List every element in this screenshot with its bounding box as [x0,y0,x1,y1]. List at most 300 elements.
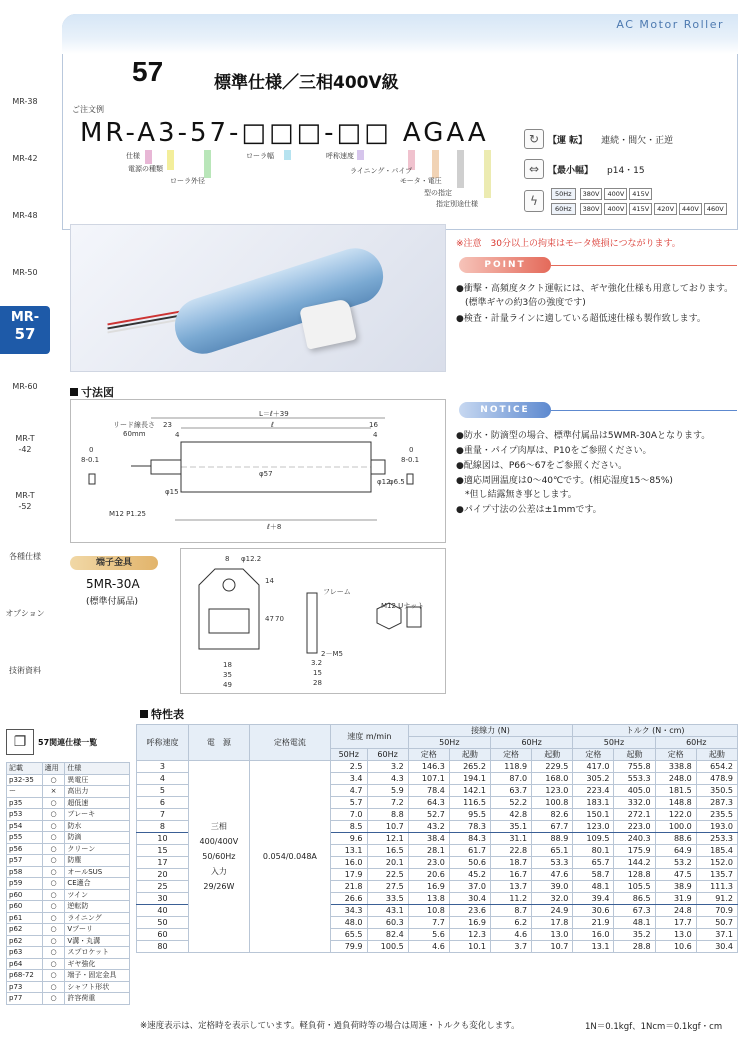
related-page-cell[interactable]: p57 [7,855,43,867]
value-cell: 181.5 [655,785,696,797]
spec-min-width [524,159,645,179]
speed-class-cell: 17 [137,857,189,869]
value-cell: 17.7 [655,917,696,929]
value-cell: 6.2 [490,917,531,929]
value-cell: 13.0 [532,929,573,941]
related-spec-cell: ギヤ強化 [65,958,130,970]
value-cell: 78.3 [449,821,490,833]
heading-square-icon [70,388,78,396]
dimension-drawing [70,399,446,543]
value-cell: 12.3 [449,929,490,941]
dimension-heading [70,384,114,400]
value-cell: 144.2 [614,857,655,869]
speed-class-cell: 3 [137,761,189,773]
voltage-row-50hz [551,188,729,200]
related-spec-cell: 端子・固定金具 [65,970,130,982]
side-tab-specs[interactable]: 各種仕様 [9,552,41,561]
related-row [7,889,130,901]
value-cell: 48.0 [331,917,367,929]
dim-4b-label: 4 [373,431,378,439]
related-page-cell[interactable]: p58 [7,866,43,878]
related-spec-cell: 防滴 [65,832,130,844]
value-cell: 67.3 [614,905,655,917]
side-tab-tech[interactable]: 技術資料 [9,666,41,675]
value-cell: 10.1 [449,941,490,953]
voltage-cell: 460V [704,203,727,215]
value-cell: 26.6 [331,893,367,905]
related-spec-cell: 異電圧 [65,774,130,786]
value-cell: 39.0 [532,881,573,893]
side-tab-mr38[interactable]: MR-38 [12,97,38,106]
value-cell: 95.5 [449,809,490,821]
speed-class-cell: 25 [137,881,189,893]
rel-col-spec: 仕様 [65,763,130,775]
value-cell: 65.5 [331,929,367,941]
value-cell: 13.0 [655,929,696,941]
value-cell: 5.7 [331,797,367,809]
value-cell: 148.8 [655,797,696,809]
related-page-cell[interactable]: p61 [7,912,43,924]
related-body [7,774,130,1004]
dimension-title: 寸法図 [81,386,114,399]
related-page-cell[interactable]: p55 [7,832,43,844]
voltage-cell: 440V [679,203,702,215]
value-cell: 78.4 [408,785,449,797]
marker-power [167,150,174,170]
value-cell: 86.5 [614,893,655,905]
power-line: 50/60Hz [202,852,236,861]
related-title: 57関連仕様一覧 [38,737,98,747]
terminal-model: 5MR-30A [86,577,140,591]
value-cell: 2.5 [331,761,367,773]
value-cell: 10.6 [655,941,696,953]
related-applicable-cell: ○ [42,843,65,855]
value-cell: 16.0 [331,857,367,869]
heading-square-icon [140,710,148,718]
value-cell: 24.9 [532,905,573,917]
related-row [7,924,130,936]
value-cell: 88.9 [532,833,573,845]
related-spec-cell: 高出力 [65,786,130,798]
value-cell: 17.9 [331,869,367,881]
value-cell: 100.0 [655,821,696,833]
part-label-lining: ライニング・パイプ [350,167,413,175]
term-dim-14: 14 [265,577,274,585]
side-tab-mr50[interactable]: MR-50 [12,268,38,277]
side-tab-options[interactable]: オプション [5,609,45,618]
value-cell: 7.0 [331,809,367,821]
voltage-row-60hz [551,203,729,215]
term-dim-35: 35 [223,671,232,679]
part-label-width: ローラ幅 [246,152,274,160]
col-start: 起動 [696,749,737,761]
value-cell: 142.1 [449,785,490,797]
related-row [7,866,130,878]
value-cell: 5.6 [408,929,449,941]
value-cell: 240.3 [614,833,655,845]
value-cell: 39.4 [573,893,614,905]
related-applicable-cell: ○ [42,855,65,867]
marker-width [284,150,291,160]
voltage-hz-60: 60Hz [551,203,576,215]
terminal-drawing [180,548,446,694]
value-cell: 70.9 [696,905,737,917]
term-dim-phi122: φ12.2 [241,555,262,563]
value-cell: 18.7 [490,857,531,869]
col-speed-class: 呼称速度 [137,725,189,761]
value-cell: 34.3 [331,905,367,917]
lead-length-value: 60mm [123,430,146,438]
term-dim-70: 70 [275,615,284,623]
side-tab-mrt52-number: -52 [18,502,32,511]
part-label-spec: 仕様 [126,152,140,160]
speed-class-cell: 10 [137,833,189,845]
speed-class-cell: 15 [137,845,189,857]
marker-optional [484,150,491,198]
related-spec-cell: オールSUS [65,866,130,878]
value-cell: 3.4 [331,773,367,785]
speed-class-cell: 80 [137,941,189,953]
value-cell: 287.3 [696,797,737,809]
related-page-cell[interactable]: p62 [7,924,43,936]
related-row [7,935,130,947]
side-tab-mrt42[interactable] [0,433,50,455]
value-cell: 553.3 [614,773,655,785]
related-row [7,855,130,867]
related-row [7,901,130,913]
notice-bullet: ●パイプ寸法の公差は±1mmです。 [456,505,602,515]
header-subtitle: AC Motor Roller [616,18,724,31]
dim-L-label: L＝ℓ＋39 [259,410,289,418]
frame-side [307,593,317,653]
related-applicable-cell: ○ [42,809,65,821]
characteristics-body [137,761,738,953]
col-rated-current: 定格電流 [249,725,330,761]
related-page-cell[interactable]: p68-72 [7,970,43,982]
shaft-end-right [407,474,413,484]
speed-class-cell: 60 [137,929,189,941]
side-tab-mr48[interactable]: MR-48 [12,211,38,220]
col-start: 起動 [614,749,655,761]
value-cell: 13.8 [408,893,449,905]
dim-s8a-label: 8-0.1 [81,456,100,464]
term-dim-8: 8 [225,555,230,563]
value-cell: 38.4 [408,833,449,845]
value-cell: 332.0 [614,797,655,809]
related-page-cell[interactable]: p56 [7,843,43,855]
col-start: 起動 [532,749,573,761]
col-speed-50hz: 50Hz [331,749,367,761]
order-example-label: ご注文例 [72,105,104,114]
side-tab-mrt52[interactable] [0,490,50,512]
value-cell: 194.1 [449,773,490,785]
rel-col-page: 記載 [7,763,43,775]
value-cell: 16.5 [367,845,408,857]
voltage-cell: 380V [580,203,603,215]
value-cell: 7.2 [367,797,408,809]
value-cell: 28.8 [614,941,655,953]
value-cell: 16.9 [449,917,490,929]
related-spec-cell: Vプーリ [65,924,130,936]
value-cell: 478.9 [696,773,737,785]
value-cell: 755.8 [614,761,655,773]
related-page-cell[interactable]: p60 [7,901,43,913]
dim-s8b-label: 8-0.1 [401,456,420,464]
side-tab-mr42[interactable]: MR-42 [12,154,38,163]
related-page-cell[interactable]: p53 [7,809,43,821]
related-row [7,832,130,844]
header-bar [62,14,738,54]
value-cell: 338.8 [655,761,696,773]
value-cell: 13.1 [573,941,614,953]
value-cell: 21.9 [573,917,614,929]
marker-spec [145,150,152,164]
dim-phi12-label: φ12 [377,478,391,486]
value-cell: 5.9 [367,785,408,797]
value-cell: 28.1 [408,845,449,857]
value-cell: 43.1 [367,905,408,917]
related-spec-cell: ライニング [65,912,130,924]
value-cell: 223.4 [573,785,614,797]
value-cell: 10.7 [367,821,408,833]
power-line: 29/26W [203,882,235,891]
related-applicable-cell: ○ [42,901,65,913]
related-row [7,774,130,786]
related-row [7,878,130,890]
value-cell: 61.7 [449,845,490,857]
related-page-cell[interactable]: p60 [7,889,43,901]
related-spec-cell: ツイン [65,889,130,901]
related-page-cell[interactable]: p73 [7,981,43,993]
value-cell: 417.0 [573,761,614,773]
documents-icon: ❐ [6,729,34,755]
characteristics-title: 特性表 [151,708,184,721]
voltage-cell: 380V [580,188,603,200]
rotation-icon: ↻ [524,129,544,149]
value-cell: 405.0 [614,785,655,797]
col-bf-50hz: 50Hz [408,737,490,749]
value-cell: 35.2 [614,929,655,941]
value-cell: 52.2 [490,797,531,809]
related-page-cell[interactable]: p59 [7,878,43,890]
value-cell: 193.0 [696,821,737,833]
related-applicable-cell: ○ [42,947,65,959]
marker-outer-dia [204,150,211,178]
value-cell: 8.7 [490,905,531,917]
value-cell: 107.1 [408,773,449,785]
value-cell: 67.7 [532,821,573,833]
related-page-cell[interactable]: ー [7,786,43,798]
characteristics-heading [140,706,184,722]
dim-phi15-label: φ15 [165,488,179,496]
value-cell: 105.5 [614,881,655,893]
related-spec-cell: クリーン [65,843,130,855]
value-cell: 24.8 [655,905,696,917]
col-rated: 定格 [655,749,696,761]
related-spec-cell: CE適合 [65,878,130,890]
col-speed: 速度 m/min [331,725,409,749]
side-tab-mr57-active[interactable] [0,306,50,354]
value-cell: 100.8 [532,797,573,809]
dim-4a-label: 4 [175,431,180,439]
related-row [7,797,130,809]
point-bullet: ●衝撃・高頻度タクト運転には、ギヤ強化仕様も用意しております。 [456,284,734,294]
related-page-cell[interactable]: p35 [7,797,43,809]
col-start: 起動 [449,749,490,761]
point-badge: POINT [459,257,551,273]
terminal-note: (標準付属品) [86,597,139,607]
term-dim-15: 15 [313,669,322,677]
side-tab-mr57-number: 57 [14,325,36,343]
value-cell: 65.7 [573,857,614,869]
related-page-cell[interactable]: p62 [7,935,43,947]
table-footnote: ※速度表示は、定格時を表示しています。軽負荷・過負荷時等の場合は周速・トルクも変化します。 [140,1021,520,1031]
value-cell: 13.7 [490,881,531,893]
value-cell: 22.8 [490,845,531,857]
related-page-cell[interactable]: p77 [7,993,43,1005]
power-line: 三相 [210,822,227,831]
voltage-cell: 415V [629,188,652,200]
value-cell: 47.5 [655,869,696,881]
value-cell: 48.1 [614,917,655,929]
terminal-bracket-image [299,298,357,349]
value-cell: 10.7 [532,941,573,953]
speed-class-cell: 4 [137,773,189,785]
value-cell: 31.1 [490,833,531,845]
col-bf-60hz: 60Hz [490,737,572,749]
side-tab-mr60[interactable]: MR-60 [12,382,38,391]
value-cell: 4.7 [331,785,367,797]
value-cell: 50.6 [449,857,490,869]
value-cell: 654.2 [696,761,737,773]
point-divider [551,265,737,266]
value-cell: 64.3 [408,797,449,809]
related-table [6,762,130,1005]
value-cell: 16.0 [573,929,614,941]
rated-current-cell: 0.054/0.048A [249,761,330,953]
point-bullet: (標準ギヤの約3倍の強度です) [456,298,586,308]
value-cell: 223.0 [614,821,655,833]
related-page-cell[interactable]: p54 [7,820,43,832]
col-rated: 定格 [490,749,531,761]
width-icon: ⇔ [524,159,544,179]
value-cell: 82.6 [532,809,573,821]
value-cell: 88.6 [655,833,696,845]
value-cell: 8.5 [331,821,367,833]
part-label-type: 型の指定 [424,189,452,197]
term-frame-label: フレーム [323,588,351,596]
value-cell: 32.0 [532,893,573,905]
value-cell: 52.7 [408,809,449,821]
value-cell: 30.6 [573,905,614,917]
speed-class-cell: 5 [137,785,189,797]
unit-note: 1N＝0.1kgf、1Ncm＝0.1kgf・cm [585,1022,723,1032]
value-cell: 27.5 [367,881,408,893]
power-cell [188,761,249,953]
motor-roller-image [168,241,391,361]
min-width-value: p14・15 [607,165,645,176]
col-belt-force: 接線力 (N) [408,725,573,737]
side-tab-mrt52-label: MR-T [15,491,35,500]
related-applicable-cell: ○ [42,993,65,1005]
related-row [7,981,130,993]
speed-class-cell: 7 [137,809,189,821]
value-cell: 79.9 [331,941,367,953]
value-cell: 84.3 [449,833,490,845]
speed-class-cell: 8 [137,821,189,833]
value-cell: 87.0 [490,773,531,785]
series-number: 57 [132,56,164,87]
value-cell: 17.8 [532,917,573,929]
related-row [7,809,130,821]
term-dim-28: 28 [313,679,322,687]
related-applicable-cell: ○ [42,912,65,924]
value-cell: 8.8 [367,809,408,821]
value-cell: 118.9 [490,761,531,773]
part-label-power: 電源の種類 [128,165,163,173]
voltage-hz-50: 50Hz [551,188,576,200]
voltage-cell: 415V [629,203,652,215]
col-tq-50hz: 50Hz [573,737,655,749]
value-cell: 12.1 [367,833,408,845]
part-label-motor: モータ・電圧 [400,177,442,185]
related-spec-cell: 防塵 [65,855,130,867]
col-rated: 定格 [573,749,614,761]
shaft-left [151,460,181,474]
side-index [0,0,52,690]
related-row [7,912,130,924]
related-applicable-cell: ○ [42,970,65,982]
value-cell: 22.5 [367,869,408,881]
value-cell: 16.9 [408,881,449,893]
value-cell: 37.1 [696,929,737,941]
point-bullet: ●検査・計量ラインに適している超低速仕様も製作致します。 [456,314,706,324]
shaft-right [371,460,385,474]
related-spec-cell: シャフト形状 [65,981,130,993]
value-cell: 64.9 [655,845,696,857]
voltage-grid [551,188,729,218]
value-cell: 48.1 [573,881,614,893]
value-cell: 37.0 [449,881,490,893]
value-cell: 60.3 [367,917,408,929]
related-spec-cell: 超低速 [65,797,130,809]
col-rated: 定格 [408,749,449,761]
notice-bullet: *但し結露無き事とします。 [456,490,577,500]
part-label-optional: 指定別途仕様 [436,200,478,208]
value-cell: 272.1 [614,809,655,821]
value-cell: 4.6 [408,941,449,953]
col-tq-60hz: 60Hz [655,737,737,749]
rotation-key: 【運 転】 [548,135,588,146]
value-cell: 229.5 [532,761,573,773]
terminal-badge: 端子金具 [70,556,158,570]
spec-rotation [524,129,673,149]
value-cell: 33.5 [367,893,408,905]
related-page-cell[interactable]: p63 [7,947,43,959]
related-applicable-cell: ○ [42,981,65,993]
related-applicable-cell: ○ [42,820,65,832]
related-page-cell[interactable]: p64 [7,958,43,970]
related-page-cell[interactable]: p32-35 [7,774,43,786]
value-cell: 123.0 [532,785,573,797]
dim-s0a-label: 0 [89,446,94,454]
value-cell: 20.6 [408,869,449,881]
value-cell: 265.2 [449,761,490,773]
value-cell: 53.2 [655,857,696,869]
related-row [7,786,130,798]
related-applicable-cell: ○ [42,832,65,844]
value-cell: 23.0 [408,857,449,869]
